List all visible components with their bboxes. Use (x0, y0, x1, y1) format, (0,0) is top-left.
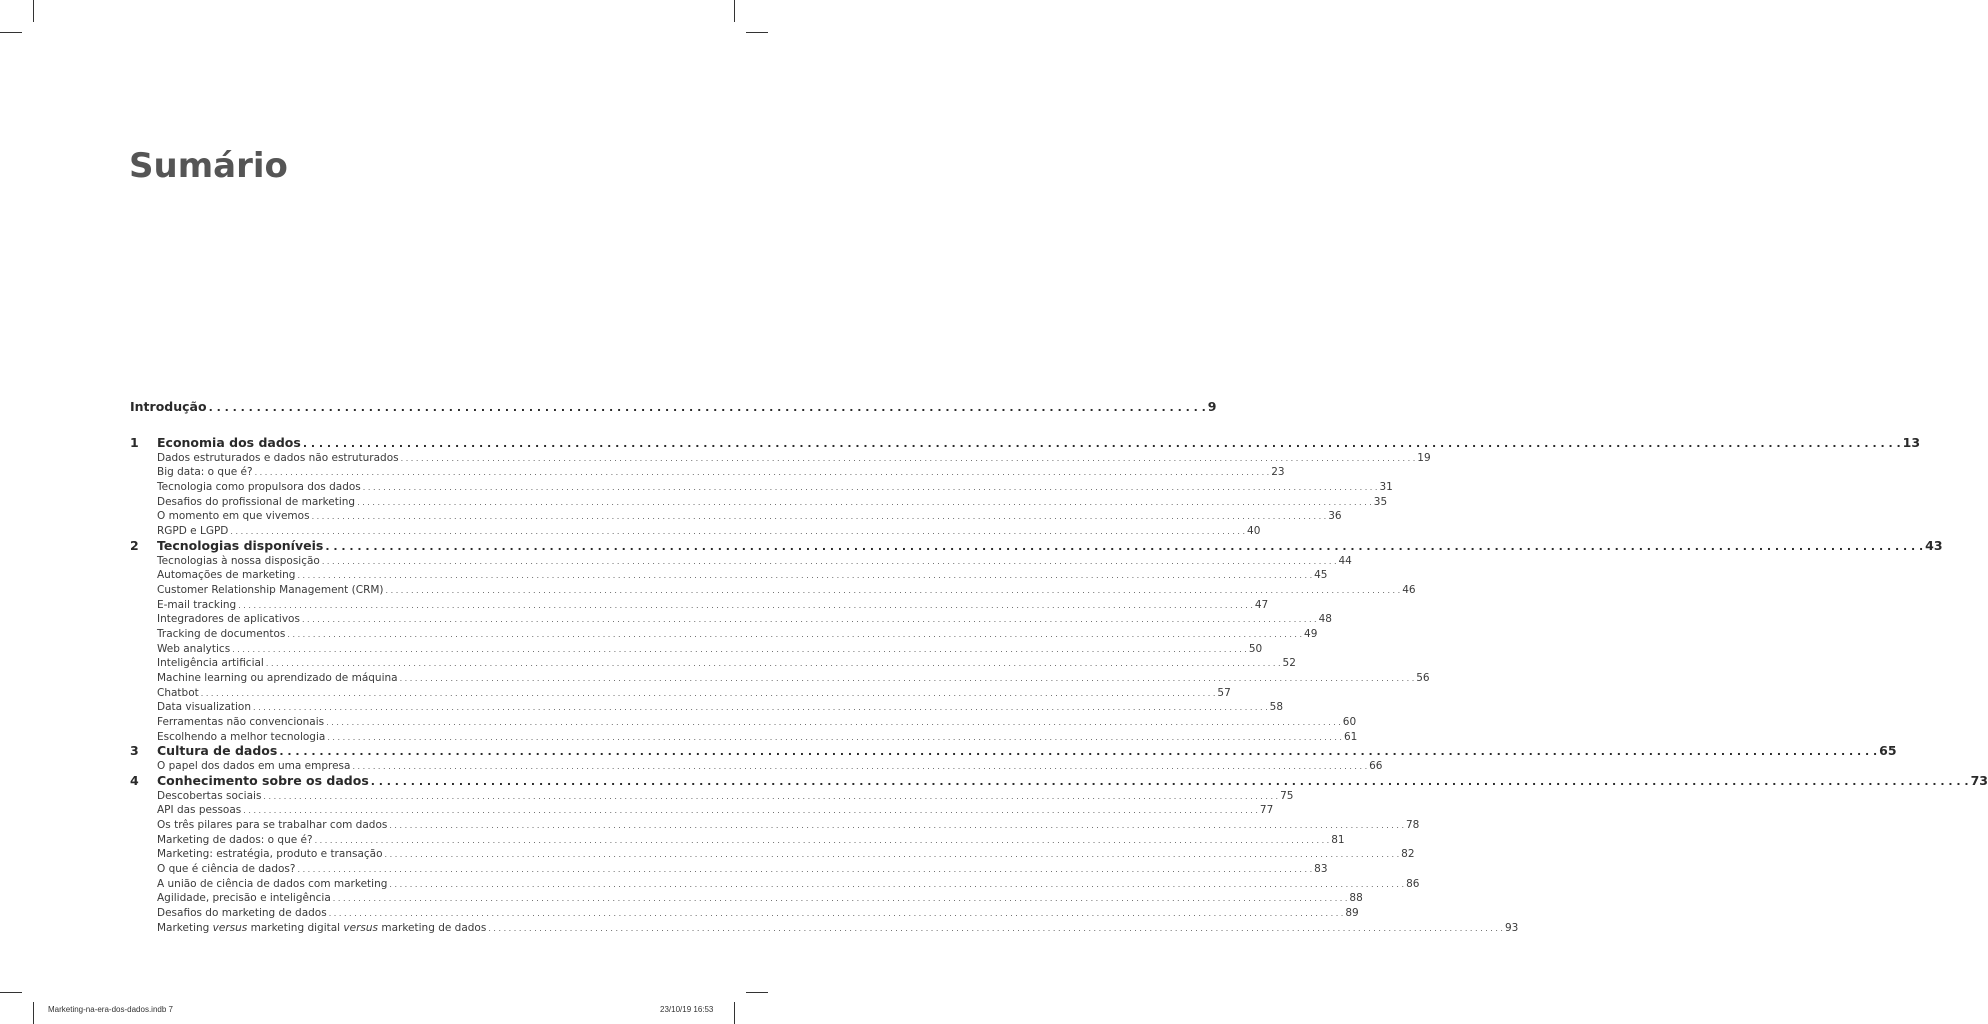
toc-label: Ferramentas não convencionais (157, 716, 325, 729)
leader-dots: . . . . . . . . . . . . . . . . . . . . . . . . . . . . . . . . . . . . . . . . . . . . . . . . . . . . . . . . . . . . . . . . . . . . . . . . . . . . . . . . . . . . . . . . . . . . . . . . . . . . . . . . . . . . . . . . . . . . . . . . . . . . . . . . . . . . . . . . . . . . . . . . . . . . . . . . . . . . . . . . . . . . . . . . . . . . . . . . . . . . . . . . . . . . . . . . . . . . . . . . (302, 437, 1901, 450)
toc-label: Desafios do marketing de dados (157, 907, 327, 919)
crop-mark (0, 32, 22, 33)
toc-section-row[interactable] (130, 583, 1416, 598)
toc-label: Automações de marketing (157, 569, 296, 582)
toc-chapter-row[interactable] (130, 772, 1988, 789)
toc-introduction (130, 399, 1217, 415)
leader-dots: . . . . . . . . . . . . . . . . . . . . . . . . . . . . . . . . . . . . . . . . . . . . . . . . . . . . . . . . . . . . . . . . . . . . . . . . . . . . . . . . . . . . . . . . . . . . . . . . . . . . . . . . . . . . . . . . . . . . . . . . . . . . . . . . . . . . . . . . . . . . . . . . . . . . . . . . . . . . . . . . . . . . . . . . . . . . . . . . . . . . . . . . . . . . . . . . . . . . . . . . (384, 850, 1400, 860)
toc-label: Escolhendo a melhor tecnologia (157, 730, 326, 743)
toc-label: Machine learning ou aprendizado de máquina (157, 672, 398, 684)
toc-label: Inteligência artificial (157, 657, 264, 670)
toc-section-row[interactable] (130, 833, 1345, 848)
toc-label: Cultura de dados (157, 743, 278, 759)
toc-label: API das pessoas (157, 804, 242, 817)
toc-label: Web analytics (157, 642, 231, 655)
crop-mark (746, 992, 768, 993)
toc-section-row[interactable] (130, 891, 1363, 906)
toc-label: Marketing de dados: o que é? (157, 833, 313, 846)
toc-section-row[interactable] (130, 862, 1328, 877)
leader-dots: . . . . . . . . . . . . . . . . . . . . . . . . . . . . . . . . . . . . . . . . . . . . . . . . . . . . . . . . . . . . . . . . . . . . . . . . . . . . . . . . . . . . . . . . . . . . . . . . . . . . . . . . . . . . . . . . . . . . . . . . . . . . . . . . . . . . . . . . . . . . . . . . . . . . . . . . . . . . . . . . . . . . . . . . . . . . . . . . . . . . . . . . . . . . . . . . . . . . . . . . (389, 879, 1405, 889)
toc-label: Marketing versus marketing digital versus marketing de dados (157, 921, 487, 934)
footer-timestamp: 23/10/19 16:53 (660, 1005, 714, 1014)
leader-dots: . . . . . . . . . . . . . . . . . . . . . . . . . . . . . . . . . . . . . . . . . . . . . . . . . . . . . . . . . . . . . . . . . . . . . . . . . . . . . . . . . . . . . . . . . . . . . . . . . . . . . . . . . . . . . . . . . . . . . . . . . . . . . . . . . . . . . . . . . . . . . . . . . . . . . . . . . . . . . . . . . . . . . . . . . . . . . . . . . . . . . . . . . . . . . . . . . . . . . . . . (332, 894, 1348, 904)
toc-page-number: 86 (1406, 877, 1420, 890)
toc-page-number: 83 (1314, 862, 1328, 875)
toc-page-number: 89 (1345, 907, 1359, 919)
toc-section-row[interactable] (130, 495, 1388, 510)
footer-file-info: Marketing-na-era-dos-dados.indb 7 (48, 1005, 173, 1014)
toc-label: Desafios do profissional de marketing (157, 495, 356, 508)
toc-section-row[interactable] (130, 847, 1415, 862)
crop-mark (33, 1002, 34, 1024)
leader-dots: . . . . . . . . . . . . . . . . . . . . . . . . . . . . . . . . . . . . . . . . . . . . . . . . . . . . . . . . . . . . . . . . . . . . . . . . . . . . . . . . . . . . . . . . . . . . . . . . . . . . . . . . . . . . . . . . . . . . . . . . . . . . . . . . . . . . . . . . . . . . . . . . . . . . . . . . . . . . . . . . . . . . . . . . . . . . . . . . . . . . . . . . . . . . . . . . . . . . . . . . (389, 820, 1404, 830)
toc-section-row[interactable] (130, 715, 1357, 730)
toc-section-row[interactable] (130, 612, 1332, 627)
leader-dots: . . . . . . . . . . . . . . . . . . . . . . . . . . . . . . . . . . . . . . . . . . . . . . . . . . . . . . . . . . . . . . . . . . . . . . . . . . . . . . . . . . . . . . . . . . . . . . . . . . . . . . . . . . . . . . . . . . . . . . . . . . . . . . . . . . . . . . . . . . . . . . . . . . . . . . . . . . . . . . . . . . . . . . . . . . . . . . . . . . . . . . . . . . . . . . . . . . . . . . . . (399, 674, 1415, 683)
toc-page-number: 82 (1401, 848, 1415, 861)
toc-chapter-number: 4 (130, 772, 139, 788)
toc-page-number: 75 (1280, 789, 1294, 802)
leader-dots: . . . . . . . . . . . . . . . . . . . . . . . . . . . . . . . . . . . . . . . . . . . . . . . . . . . . . . . . . . . . . . . . . . . . . . . . . . . . . . . . . . . . . . . . . . . . . . . . . . . . . . . . . . . . . . . . . . . . . . . . . . . . . . . . . . . . . . . . . . . . . . . . . . . . . . . . . . . . . . . . . . . . . . . . . . . . . . . . . . . . . . . . . . . . . . . . . . . . . . . . (297, 864, 1313, 874)
toc-page-number: 31 (1379, 481, 1393, 494)
leader-dots: . . . . . . . . . . . . . . . . . . . . . . . . . . . . . . . . . . . . . . . . . . . . . . . . . . . . . . . . . . . . . . . . . . . . . . . . . . . . . . . . . . . . . . . . . . . . . . . . . . . . . . . . . . . . . . . . . . . . . . . . . . . . . . . . . . . . . . . . . . . . . . . . . . . . . . . . . . . . . . . . . . . . . . . . . . . . . . . . . . . . . . . . . . . . . . . . . . . . . . . . (370, 774, 1969, 788)
leader-dots: . . . . . . . . . . . . . . . . . . . . . . . . . . . . . . . . . . . . . . . . . . . . . . . . . . . . . . . . . . . . . . . . . . . . . . . . . . . . . . . . . . . . . . . . . . . . . . . . . . . . . . . . . . . . . . . . . . . . . . . . . . . . . . . . . . . . . . . . . . . . . . . . . . . . . . . . . . . . . . . . . . . . . . . . . . . . . . . . . . . . . . . . . . . . . . . . . . . . . . . . (357, 497, 1372, 507)
toc-page-number: 46 (1402, 583, 1416, 596)
toc-section-row[interactable] (130, 877, 1420, 892)
toc-label: O momento em que vivemos (157, 510, 310, 523)
crop-mark (734, 1002, 735, 1024)
leader-dots: . . . . . . . . . . . . . . . . . . . . . . . . . . . . . . . . . . . . . . . . . . . . . . . . . . . . . . . . . . . . . . . . . . . . . . . . . . . . . . . . . . . . . . . . . . . . . . . . . . . . . . . . . . . . . . . . . . . . . . . . . . . . . . . . . . . . . . . . . . . . . . . . . . . . . . . . . . . . . . . . . . . . . . . . . . . . . . . . . . . . . . . . . . . . . . . . . . . . . . . . (263, 791, 1279, 801)
toc-chapter-number: 3 (130, 743, 139, 759)
leader-dots: . . . . . . . . . . . . . . . . . . . . . . . . . . . . . . . . . . . . . . . . . . . . . . . . . . . . . . . . . . . . . . . . . . . . . . . . . . . . . . . . . . . . . . . . . . . . . . . . . . . . . . . . . . . . . . . . . . . . . . . . . . . . . . . . . . . . . . . . . . . . . . . . . . . . . . . . . . . . . . . . . . . . . . . . . . . . . . . . . . . . . . . . . . . . . . . . . . . . . . . . (327, 732, 1342, 742)
table-of-contents (130, 435, 1988, 935)
leader-dots: . . . . . . . . . . . . . . . . . . . . . . . . . . . . . . . . . . . . . . . . . . . . . . . . . . . . . . . . . . . . . . . . . . . . . . . . . . . . . . . . . . . . . . . . . . . . . . . . . . . . . . . . . . . . . . . . . . . . . . . . . . . . . . . . . . . . . . . . . . . . . . . . . . . . . . . . . . . . . . . . . . . . . . . . . . . . . . . . . . . . . . . . . . . . . . . . . . . . . . . . (400, 453, 1416, 463)
toc-row-introduction[interactable] (130, 399, 1217, 415)
toc-label: A união de ciência de dados com marketing (157, 877, 388, 890)
leader-dots: . . . . . . . . . . . . . . . . . . . . . . . . . . . . . . . . . . . . . . . . . . . . . . . . . . . . . . . . . . . . . . . . . . . . . . . . . . . . . . . . . . . . . . . . . . . . . . . . . . . . . . . . . . . . . . . . . . . . . . . . . . . . . . . . . . . . . . . . . . . . . . . . . . . . . . . . . . . . . . . . . . . . . . . . . . . . . . . . . . . . . . . . . . . . . . . . . . . . . . . . (325, 539, 1924, 553)
toc-page-number: 48 (1318, 613, 1332, 626)
toc-page-number: 81 (1331, 833, 1345, 846)
toc-section-row[interactable] (130, 803, 1274, 818)
leader-dots: . . . . . . . . . . . . . . . . . . . . . . . . . . . . . . . . . . . . . . . . . . . . . . . . . . . . . . . . . . . . . . . . . . . . . . . . . . . . . . . . . . . . . . . . . . . . . . . . . . . . . . . . . . . . . . . . . . . . . . . . . . . . . . . . . . . . . . . . . . . . . . . . . . . . . . . . . . . . . . . . . . . . . . . . . . . . . . . . . . . . . . . . . . . . . . . . . . . . . . . . (301, 615, 1317, 625)
toc-page-number: 36 (1328, 510, 1342, 523)
toc-section-row[interactable] (130, 451, 1431, 466)
toc-chapter-number: 2 (130, 537, 139, 553)
toc-chapter-number: 1 (130, 435, 139, 450)
leader-dots: . . . . . . . . . . . . . . . . . . . . . . . . . . . . . . . . . . . . . . . . . . . . . . . . . . . . . . . . . . . . . . . . . . . . . . . . . . . . . . . . . . . . . . . . . . . . . . . . . . . . . . . . . . . . . . . . . . . . . . . . . . . . . . . . . . . . . . . . . . . . . . . . . . . . . . . . . . . . . . . . . . . . . . . . . . . . . . . . . . . . . . . . . . . . . . . . . . . . . . . . (321, 556, 1337, 566)
toc-label: Descobertas sociais (157, 789, 262, 802)
toc-label: Os três pilares para se trabalhar com dados (157, 818, 388, 831)
toc-label: Tecnologias à nossa disposição (157, 554, 320, 567)
leader-dots: . . . . . . . . . . . . . . . . . . . . . . . . . . . . . . . . . . . . . . . . . . . . . . . . . . . . . . . . . . . . . . . . . . . . . . . . . . . . . . . . . . . . . . . . . . . . . . . . . . . . . . . . . . . . . . . . . . . . . . . . . . . . . . . . . . . . . . . . . . . . . . . . . . . . . . . . . . . . . . . . . . . . . . . . . . . . . . . . . . . . . . . . . . . . . . . . . . . . . . . . (297, 571, 1313, 581)
toc-section-row[interactable] (130, 524, 1261, 539)
toc-section-row[interactable] (130, 759, 1383, 774)
leader-dots: . . . . . . . . . . . . . . . . . . . . . . . . . . . . . . . . . . . . . . . . . . . . . . . . . . . . . . . . . . . . . . . . . . . . . . . . . . . . . . . . . . . . . . . . . . . . . . . . . . . . . . . . . . . . . . . . . . . . . . . . . . . . . . . . . . . . . . . . . . . . . . . . . . . . . . . . . . . . . . . . . . . . . . . . . . . . . . . . . . . . . . . . . . . . . . . . . . . . . . . . (254, 468, 1270, 478)
toc-section-row[interactable] (130, 818, 1420, 833)
toc-page-number: 50 (1248, 642, 1263, 655)
leader-dots: . . . . . . . . . . . . . . . . . . . . . . . . . . . . . . . . . . . . . . . . . . . . . . . . . . . . . . . . . . . . . . . . . . . . . . . . . . . . . . . . . . . . . . . . . . . . . . . . . . . . . . . . . . . . . . . . . . . . . . . . . . . . . . . . . . . . . . . . . . . . . . . . . . . . . . . . . . . . . . . . . . . . . . . . . . . . . . . . . . . . . . . . . . . . . . . . . . . . . . . . (253, 703, 1268, 713)
toc-label: O papel dos dados em uma empresa (157, 760, 351, 773)
toc-label: RGPD e LGPD (157, 525, 229, 538)
toc-section-row[interactable] (130, 568, 1328, 583)
leader-dots: . . . . . . . . . . . . . . . . . . . . . . . . . . . . . . . . . . . . . . . . . . . . . . . . . . . . . . . . . . . . . . . . . . . . . . . . . . . . . . . . . . . . . . . . . . . . . . . . . . . . . . . . . . . . . . . . . . . . . . . . . . . . . . . . . . . . . . . . . . . . . . . . . . . . . . . . . . . . . . . . . . . . . . . . . . . . . . . . . . . . . . . . . . . . . . . . . . . . . . . . (238, 600, 1253, 610)
toc-section-row[interactable] (130, 598, 1269, 613)
toc-page-number: 60 (1342, 716, 1357, 729)
leader-dots: . . . . . . . . . . . . . . . . . . . . . . . . . . . . . . . . . . . . . . . . . . . . . . . . . . . . . . . . . . . . . . . . . . . . . . . . . . . . . . . . . . . . . . . . . . . . . . . . . . . . . . . . . . . . . . . . . . . . . . . . . . . . . . . . . . . . . . . . . . . . . . . . . . . . . . . . . . . . . . . . . . . . . . . . . . . . . . . . . . . . . . . . . . . . . . . . . . . . . . . . (279, 745, 1878, 759)
toc-page-number: 35 (1373, 495, 1388, 508)
toc-page-number: 88 (1349, 892, 1363, 905)
toc-page-number: 47 (1254, 598, 1269, 611)
leader-dots: . . . . . . . . . . . . . . . . . . . . . . . . . . . . . . . . . . . . . . . . . . . . . . . . . . . . . . . . . . . . . . . . . . . . . . . . . . . . . . . . . . . . . . . . . . . . . . . . . . . . . . . . . . . . . . . . . . . . . . . . . . . . . . . . . . . . . . . . . . . . . . . . . . . . . . . . . . . . . . . . . . . . . . . . . . . . . . . . . . . . . . . . . . . . . . . . . . . . . . . . (488, 923, 1503, 933)
crop-mark (33, 0, 34, 22)
toc-page-number: 73 (1970, 772, 1988, 788)
toc-page-number: 52 (1282, 657, 1296, 670)
toc-page-number: 13 (1902, 435, 1921, 450)
leader-dots: . . . . . . . . . . . . . . . . . . . . . . . . . . . . . . . . . . . . . . . . . . . . . . . . . . . . . . . . . . . . . . . . . . . . . . . . . . . . . . . . . . . . . . . . . . . . . . . . . . . . . . . . . . . . . . . . . . . . . . . . . . . . . . . . . . . . . . . . . . . . . . . . . . . . . . . . . . . . . . . . . . . . . . . . . . . . . . . . . . . . . . . . . . . . . . . . . . . . . . . . (326, 718, 1341, 728)
leader-dots: . . . . . . . . . . . . . . . . . . . . . . . . . . . . . . . . . . . . . . . . . . . . . . . . . . . . . . . . . . . . . . . . . . . . . . . . . . . . . . . . . . . . . . . . . . . . . . . . . . . . . . . . . . . . . . . . . . . . . . . . . . . . . . . . . . . . . . . . . . . . . . . . . . . . . . . . . . . . . . . . . . . . . . . . . . . . . . . . . . . . . . . . . . . . . . . . . . . . . . . . (243, 806, 1258, 816)
crop-mark (0, 992, 22, 993)
toc-section-row[interactable] (130, 906, 1359, 921)
toc-page-number: 45 (1314, 569, 1328, 582)
toc-section-row[interactable] (130, 686, 1231, 701)
leader-dots: . . . . . . . . . . . . . . . . . . . . . . . . . . . . . . . . . . . . . . . . . . . . . . . . . . . . . . . . . . . . . . . . . . . . . . . . . . . . . . . . . . . . . . . . . . . . . . . . . . . . . . . . . . . . . . . . . . . . . . . . . . . . . . . . . . . . . . . . . . . . . . . . . . . . . . . . . . . . . . . . . . . . . . . . . . . . . . . . . . . . . . . . . . . . . . . . . . . . . . . . (352, 762, 1368, 772)
toc-chapter-row[interactable] (130, 435, 1921, 451)
leader-dots: . . . . . . . . . . . . . . . . . . . . . . . . . . . . . . . . . . . . . . . . . . . . . . . . . . . . . . . . . . . . . . . . . . . . . . . . . . . . . . . . . . . . . . . . . . . . . . . . . . . . . . . . . . . . . . . . . . . . . . . . . . . . . . . . . . . . . . . . . . . . . . . . . . . . . . . . . . . . . . . . . . . . . . . . . . . . . . . . . . . . . . . . . . . . . . . . . . . . . . . . (232, 644, 1247, 654)
toc-label: Tecnologia como propulsora dos dados (157, 481, 361, 494)
page-title: Sumário (129, 146, 288, 186)
leader-dots: . . . . . . . . . . . . . . . . . . . . . . . . . . . . . . . . . . . . . . . . . . . . . . . . . . . . . . . . . . . . . . . . . . . . . . . . . . . . . . . . . . . . . . . . . . . . . . . . . . . . . . . . . . . . . . . . . . . . . . . . . . . . . . . . . . . . . . . . . . . . . . . . . . . . . . . . . . . . . . . . . . . . . . . . . . . . . . . . . . . . . . . . . . . . . . . . . . . . . . . . (200, 688, 1216, 698)
toc-page-number: 23 (1271, 466, 1285, 479)
toc-section-row[interactable] (130, 480, 1393, 495)
toc-label: Data visualization (157, 701, 251, 714)
leader-dots: . . . . . . . . . . . . . . . . . . . . . . . . . . . . . . . . . . . . . . . . . . . . . . . . . . . . . . . . . . . . . . . . . . . . . . . . . . . . . . . . . . . . . . . . . . . . . . . . . . . . . . . . . . . . . . . . . . . . . . . . . . . . . . . . . . . . . . . . . . . . . . . . . . . . . . . . . . . . . . . . . . . . . . . . . . . . . . . . . . . . . . . . . . . . . . . . . . . . . . . . (362, 483, 1378, 493)
toc-label: Big data: o que é? (157, 466, 253, 479)
toc-page-number: 56 (1416, 672, 1430, 684)
toc-section-row[interactable] (130, 642, 1263, 657)
toc-label: Marketing: estratégia, produto e transação (157, 848, 383, 861)
toc-page-number: 93 (1504, 921, 1519, 934)
toc-page-number: 61 (1343, 730, 1358, 743)
toc-section-row[interactable] (130, 921, 1519, 936)
toc-label: Integradores de aplicativos (157, 613, 300, 626)
toc-label: Economia dos dados (157, 435, 301, 450)
leader-dots: . . . . . . . . . . . . . . . . . . . . . . . . . . . . . . . . . . . . . . . . . . . . . . . . . . . . . . . . . . . . . . . . . . . . . . . . . . . . . . . . . . . . . . . . . . . . . . . . . . . . . . . . . . . . . . . . . . . . . . . . . . . . . . . . . . . . . . . . . . . . . . . . . . . . . . . . . . . . . . . . . . . . . . . . . . . . . . . . . . . . . . . . . . . . . . . . . . . . . . . . (265, 659, 1281, 669)
toc-page-number: 40 (1247, 525, 1261, 538)
toc-section-row[interactable] (130, 509, 1342, 524)
toc-label: Tecnologias disponíveis (157, 537, 324, 553)
leader-dots: . . . . . . . . . . . . . . . . . . . . . . . . . . . . . . . . . . . . . . . . . . . . . . . . . . . . . . . . . . . . . . . . . . . . . . . . . . . . . . . . . . . . . . . . . . . . . . . . . . . . . . . . . . . . . . . . . . . . . . . . . . . . . . . . . . . . . . . . . . . . . . . . . . . . . . . . . . . . . . . . . . . . . . . . . . . . . . . . . . . . . . . . . . . . . . . . . . . . . . . . (287, 629, 1303, 639)
toc-chapter-row[interactable] (130, 743, 1897, 759)
toc-section-row[interactable] (130, 671, 1430, 686)
toc-label: Customer Relationship Management (CRM) (157, 583, 384, 596)
toc-section-row[interactable] (130, 656, 1296, 671)
toc-page-number: 57 (1217, 686, 1231, 699)
leader-dots: . . . . . . . . . . . . . . . . . . . . . . . . . . . . . . . . . . . . . . . . . . . . . . . . . . . . . . . . . . . . . . . . . . . . . . . . . . . . . . . . . . . . . . . . . . . . . . . . . . . . . . . . . . . . . . . . . . . . . . . . . . . . . . . . . . . . . . . . . . . . . . . . . . . . . . . . . . . . . . . . . . . . . . . . . . . . . . . . . . . . . . . . . . . . . . . . . . . . . . . . (311, 512, 1327, 522)
toc-label: Agilidade, precisão e inteligência (157, 892, 331, 905)
toc-page-number: 77 (1259, 804, 1274, 817)
toc-page-number: 66 (1369, 760, 1383, 773)
toc-label: Tracking de documentos (157, 627, 286, 640)
toc-page-number: 43 (1925, 537, 1943, 553)
toc-section-row[interactable] (130, 789, 1294, 804)
leader-dots: . . . . . . . . . . . . . . . . . . . . . . . . . . . . . . . . . . . . . . . . . . . . . . . . . . . . . . . . . . . . . . . . . . . . . . . . . . . . . . . . . . . . . . . . . . . . . . . . . . . . . . . . . . . . . . . . . . . . . . . . . . . . . (208, 401, 1206, 414)
leader-dots: . . . . . . . . . . . . . . . . . . . . . . . . . . . . . . . . . . . . . . . . . . . . . . . . . . . . . . . . . . . . . . . . . . . . . . . . . . . . . . . . . . . . . . . . . . . . . . . . . . . . . . . . . . . . . . . . . . . . . . . . . . . . . . . . . . . . . . . . . . . . . . . . . . . . . . . . . . . . . . . . . . . . . . . . . . . . . . . . . . . . . . . . . . . . . . . . . . . . . . . . (385, 585, 1401, 595)
toc-section-row[interactable] (130, 465, 1285, 480)
toc-label: Introdução (130, 399, 207, 414)
toc-label: O que é ciência de dados? (157, 862, 296, 875)
toc-page-number: 78 (1406, 818, 1420, 831)
toc-page-number: 65 (1879, 743, 1897, 759)
toc-section-row[interactable] (130, 627, 1318, 642)
toc-section-row[interactable] (130, 730, 1358, 745)
toc-label: Dados estruturados e dados não estruturados (157, 451, 399, 464)
crop-mark (734, 0, 735, 22)
toc-section-row[interactable] (130, 700, 1284, 715)
toc-label: Chatbot (157, 686, 199, 699)
toc-page-number: 9 (1207, 399, 1217, 414)
toc-page-number: 49 (1304, 627, 1318, 640)
crop-mark (746, 32, 768, 33)
leader-dots: . . . . . . . . . . . . . . . . . . . . . . . . . . . . . . . . . . . . . . . . . . . . . . . . . . . . . . . . . . . . . . . . . . . . . . . . . . . . . . . . . . . . . . . . . . . . . . . . . . . . . . . . . . . . . . . . . . . . . . . . . . . . . . . . . . . . . . . . . . . . . . . . . . . . . . . . . . . . . . . . . . . . . . . . . . . . . . . . . . . . . . . . . . . . . . . . . . . . . . . . (328, 909, 1344, 918)
toc-section-row[interactable] (130, 554, 1352, 569)
toc-label: Conhecimento sobre os dados (157, 772, 369, 788)
toc-page-number: 19 (1417, 451, 1431, 464)
leader-dots: . . . . . . . . . . . . . . . . . . . . . . . . . . . . . . . . . . . . . . . . . . . . . . . . . . . . . . . . . . . . . . . . . . . . . . . . . . . . . . . . . . . . . . . . . . . . . . . . . . . . . . . . . . . . . . . . . . . . . . . . . . . . . . . . . . . . . . . . . . . . . . . . . . . . . . . . . . . . . . . . . . . . . . . . . . . . . . . . . . . . . . . . . . . . . . . . . . . . . . . . (314, 835, 1330, 845)
toc-chapter-row[interactable] (130, 537, 1943, 554)
toc-page-number: 44 (1338, 554, 1352, 567)
toc-page-number: 58 (1269, 701, 1284, 714)
leader-dots: . . . . . . . . . . . . . . . . . . . . . . . . . . . . . . . . . . . . . . . . . . . . . . . . . . . . . . . . . . . . . . . . . . . . . . . . . . . . . . . . . . . . . . . . . . . . . . . . . . . . . . . . . . . . . . . . . . . . . . . . . . . . . . . . . . . . . . . . . . . . . . . . . . . . . . . . . . . . . . . . . . . . . . . . . . . . . . . . . . . . . . . . . . . . . . . . . . . . . . . . (230, 527, 1246, 537)
toc-label: E-mail tracking (157, 598, 237, 611)
